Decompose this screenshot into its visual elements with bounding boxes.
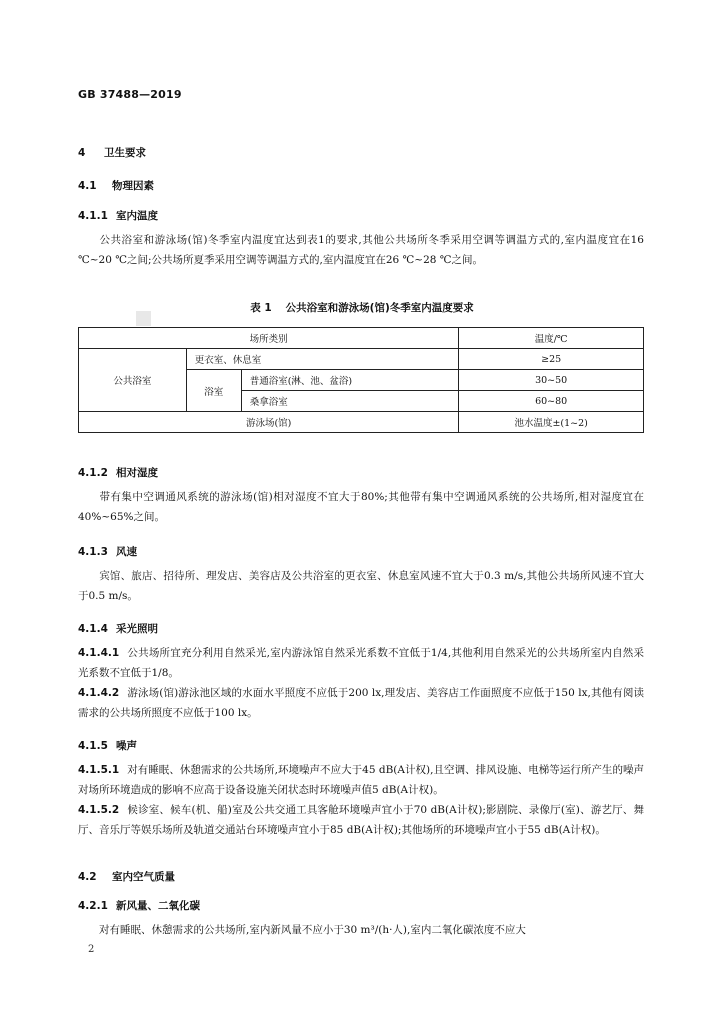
paragraph-4-1-2: 带有集中空调通风系统的游泳场(馆)相对湿度不宜大于80%;其他带有集中空调通风系统的公共场所,相对湿度宜在40%~65%之间。: [78, 491, 644, 523]
table-cell: 桑拿浴室: [241, 391, 459, 412]
table-cell: 池水温度±(1~2): [459, 412, 644, 433]
section-4-2-1-heading: 4.2.1 新风量、二氧化碳: [78, 900, 200, 912]
clause-4-1-5-1: 4.1.5.1 对有睡眠、休憩需求的公共场所,环境噪声不应大于45 dB(A计权),且空调、排风设施、电梯等运行所产生的噪声对场所环境造成的影响不应高于设备设施关闭状态时环境噪声值5 dB(A计权)。: [78, 764, 644, 796]
clause-4-1-4-2: 4.1.4.2 游泳场(馆)游泳池区域的水面水平照度不应低于200 lx,理发店、美容店工作面照度不应低于150 lx,其他有阅读需求的公共场所照度不应低于100 lx。: [78, 687, 644, 719]
table-header-temp: 温度/℃: [459, 328, 644, 349]
page-number: 2: [88, 944, 95, 955]
table-row: [79, 412, 644, 433]
table-cell: 普通浴室(淋、池、盆浴): [241, 370, 459, 391]
section-4-1-2-heading: 4.1.2 相对湿度: [78, 467, 158, 479]
table-row: [79, 349, 644, 370]
clause-4-1-5-2: 4.1.5.2 候诊室、候车(机、船)室及公共交通工具客舱环境噪声宜小于70 dB(A计权);影剧院、录像厅(室)、游艺厅、舞厅、音乐厅等娱乐场所及轨道交通站台环境噪声宜小于85 dB(A计权);其他场所的环境噪声宜小于55 dB(A计权)。: [78, 804, 644, 836]
section-4-1-heading: 4.1 物理因素: [78, 180, 154, 192]
table-header-place: 场所类别: [79, 328, 459, 349]
table-1: [78, 327, 644, 433]
section-4-1-4-heading: 4.1.4 采光照明: [78, 623, 158, 635]
table-cell: 30~50: [459, 370, 644, 391]
standard-code: GB 37488—2019: [78, 88, 182, 101]
section-4-1-5-heading: 4.1.5 噪声: [78, 740, 137, 752]
table-cell: 浴室: [186, 370, 241, 412]
paragraph-4-2-1: 对有睡眠、休憩需求的公共场所,室内新风量不应小于30 m³/(h·人),室内二氧化碳浓度不应大: [99, 924, 526, 936]
paragraph-4-1-3: 宾馆、旅店、招待所、理发店、美容店及公共浴室的更衣室、休息室风速不宜大于0.3 m/s,其他公共场所风速不宜大于0.5 m/s。: [78, 570, 644, 602]
table-cell: ≥25: [459, 349, 644, 370]
table-row: [79, 328, 644, 349]
table-cell-group: 公共浴室: [79, 349, 187, 412]
table-1-caption: 表 1 公共浴室和游泳场(馆)冬季室内温度要求: [250, 302, 474, 314]
table-cell: 游泳场(馆): [79, 412, 459, 433]
section-4-heading: 4 卫生要求: [78, 147, 146, 159]
section-4-2-heading: 4.2 室内空气质量: [78, 871, 175, 883]
table-cell: 60~80: [459, 391, 644, 412]
table-cell: 更衣室、休息室: [186, 349, 459, 370]
section-4-1-3-heading: 4.1.3 风速: [78, 546, 137, 558]
section-4-1-1-heading: 4.1.1 室内温度: [78, 210, 158, 222]
paragraph-4-1-1: 公共浴室和游泳场(馆)冬季室内温度宜达到表1的要求,其他公共场所冬季采用空调等调温方式的,室内温度宜在16 ℃~20 ℃之间;公共场所夏季采用空调等调温方式的,室内温度宜在26 ℃~28 ℃之间。: [78, 234, 644, 266]
clause-4-1-4-1: 4.1.4.1 公共场所宜充分利用自然采光,室内游泳馆自然采光系数不宜低于1/4,其他利用自然采光的公共场所室内自然采光系数不宜低于1/8。: [78, 647, 644, 679]
